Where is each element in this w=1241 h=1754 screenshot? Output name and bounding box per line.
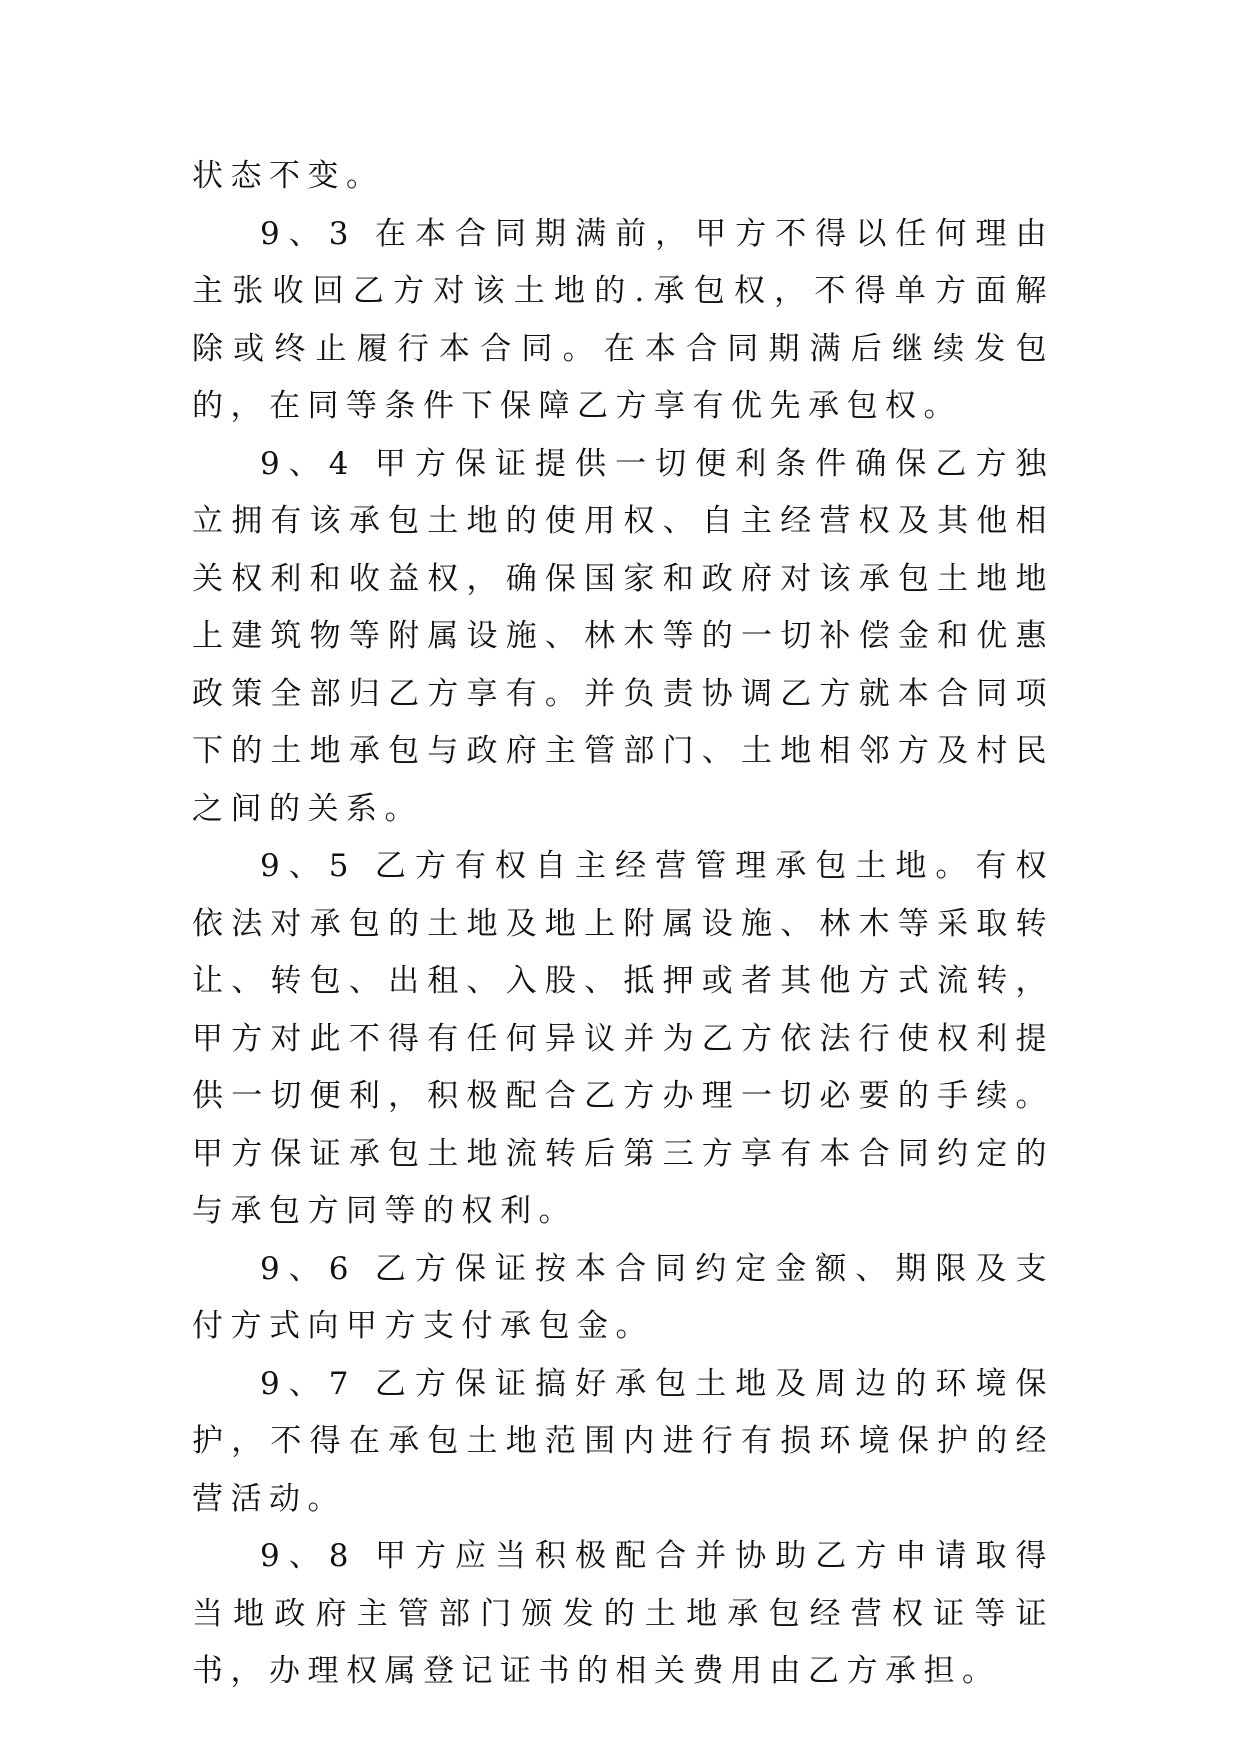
document-body: [192, 148, 1054, 1701]
clause-9-3: 9、3 在本合同期满前，甲方不得以任何理由主张收回乙方对该土地的.承包权，不得单方面解除或终止履行本合同。在本合同期满后继续发包的，在同等条件下保障乙方享有优先承包权。: [192, 215, 1054, 424]
clause-9-6: 9、6 乙方保证按本合同约定金额、期限及支付方式向甲方支付承包金。: [192, 1250, 1054, 1344]
clause-9-5: 9、5 乙方有权自主经营管理承包土地。有权依法对承包的土地及地上附属设施、林木等采取转让、转包、出租、入股、抵押或者其他方式流转，甲方对此不得有任何异议并为乙方依法行使权利提供一切便利，积极配合乙方办理一切必要的手续。甲方保证承包土地流转后第三方享有本合同约定的与承包方同等的权利。: [192, 848, 1054, 1229]
clause-9-7: 9、7 乙方保证搞好承包土地及周边的环境保护，不得在承包土地范围内进行有损环境保护的经营活动。: [192, 1365, 1054, 1517]
paragraph-continuation: 状态不变。: [192, 158, 385, 194]
clause-9-8: 9、8 甲方应当积极配合并协助乙方申请取得当地政府主管部门颁发的土地承包经营权证等证书，办理权属登记证书的相关费用由乙方承担。: [192, 1538, 1054, 1689]
clause-9-4: 9、4 甲方保证提供一切便利条件确保乙方独立拥有该承包土地的使用权、自主经营权及其他相关权利和收益权，确保国家和政府对该承包土地地上建筑物等附属设施、林木等的一切补偿金和优惠政策全部归乙方享有。并负责协调乙方就本合同项下的土地承包与政府主管部门、土地相邻方及村民之间的关系。: [192, 445, 1054, 827]
